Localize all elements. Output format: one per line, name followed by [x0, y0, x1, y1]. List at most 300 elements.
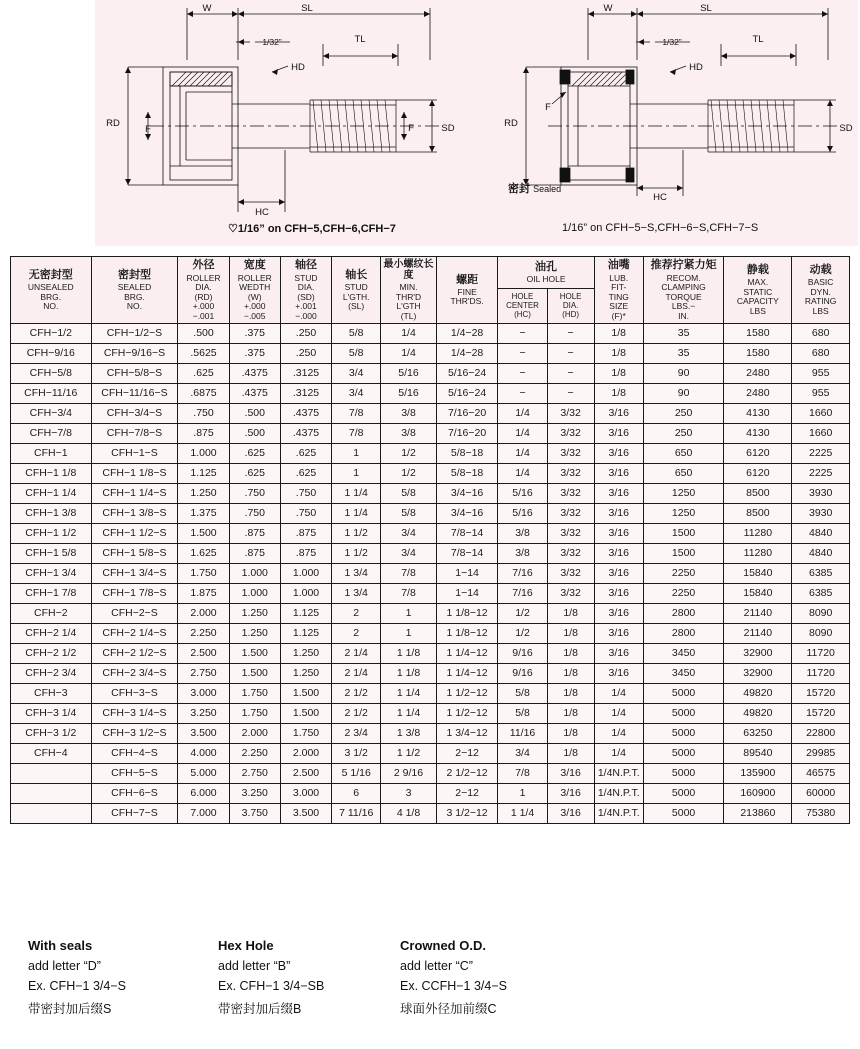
table-cell: 2.250: [229, 744, 280, 764]
table-row: [11, 364, 850, 384]
table-cell: 5/16: [381, 364, 436, 384]
label-w-left: W: [202, 3, 212, 14]
table-cell: 3/32: [547, 544, 594, 564]
table-cell: 3/16: [594, 404, 643, 424]
table-cell: 46575: [792, 764, 850, 784]
table-cell: 11720: [792, 644, 850, 664]
table-cell: .875: [280, 544, 331, 564]
table-cell: 3.750: [229, 804, 280, 824]
table-cell: 60000: [792, 784, 850, 804]
table-cell: 90: [643, 364, 724, 384]
note-crowned-od-line4: 球面外径加前缀C: [400, 1002, 497, 1016]
table-cell: CFH−1 1/4: [11, 484, 92, 504]
table-row: [11, 544, 850, 564]
table-cell: 3 1/2: [332, 744, 381, 764]
table-cell: 1: [381, 624, 436, 644]
table-cell: 3/8: [381, 404, 436, 424]
table-cell: 4840: [792, 524, 850, 544]
table-cell: 8500: [724, 484, 792, 504]
note-crowned-od: [400, 938, 507, 1023]
table-cell: .750: [229, 484, 280, 504]
table-cell: −: [498, 324, 547, 344]
table-cell: 250: [643, 424, 724, 444]
col-unsealed-brg-no: 无密封型 UNSEALED BRG. NO.: [11, 257, 92, 324]
table-cell: CFH−4−S: [91, 744, 178, 764]
table-cell: 2−12: [436, 744, 498, 764]
table-cell: CFH−11/16: [11, 384, 92, 404]
table-cell: CFH−1 3/4−S: [91, 564, 178, 584]
table-cell: 3/16: [594, 604, 643, 624]
table-cell: CFH−3 1/2: [11, 724, 92, 744]
table-cell: 1/4−28: [436, 324, 498, 344]
table-row: [11, 504, 850, 524]
table-cell: .875: [280, 524, 331, 544]
table-cell: 3/16: [594, 624, 643, 644]
table-cell: .750: [178, 404, 229, 424]
table-cell: 2.000: [280, 744, 331, 764]
table-row: [11, 384, 850, 404]
note-with-seals-line4: 带密封加后缀S: [28, 1002, 112, 1016]
table-cell: 1.500: [229, 664, 280, 684]
table-cell: 680: [792, 344, 850, 364]
table-cell: 3450: [643, 644, 724, 664]
table-cell: 2 1/2−12: [436, 764, 498, 784]
table-cell: .625: [280, 444, 331, 464]
table-cell: 1/8: [547, 724, 594, 744]
table-cell: 3930: [792, 484, 850, 504]
table-cell: 5/8: [332, 344, 381, 364]
table-cell: 1.500: [280, 704, 331, 724]
table-cell: 15840: [724, 584, 792, 604]
table-cell: 1.000: [229, 564, 280, 584]
table-cell: 1/8: [594, 384, 643, 404]
table-cell: 1.125: [178, 464, 229, 484]
table-cell: 2 1/4: [332, 664, 381, 684]
sealed-caption-cn: 密封: [508, 183, 530, 195]
table-cell: CFH−1 1/8−S: [91, 464, 178, 484]
table-cell: 3/32: [547, 404, 594, 424]
table-cell: 2480: [724, 364, 792, 384]
label-sd-left: SD: [441, 123, 455, 134]
table-cell: 22800: [792, 724, 850, 744]
table-cell: 1/8: [547, 744, 594, 764]
table-cell: CFH−5−S: [91, 764, 178, 784]
table-cell: 250: [643, 404, 724, 424]
table-cell: 5000: [643, 804, 724, 824]
table-cell: CFH−2: [11, 604, 92, 624]
table-cell: −: [498, 344, 547, 364]
table-cell: .4375: [280, 424, 331, 444]
table-cell: −: [547, 324, 594, 344]
table-cell: 3: [381, 784, 436, 804]
table-cell: 3/32: [547, 424, 594, 444]
table-cell: 3/4: [381, 544, 436, 564]
table-row: [11, 684, 850, 704]
table-row: [11, 324, 850, 344]
table-cell: 4840: [792, 544, 850, 564]
table-cell: 1580: [724, 324, 792, 344]
table-cell: CFH−6−S: [91, 784, 178, 804]
table-cell: 1 1/8: [381, 644, 436, 664]
table-cell: 1 1/8−12: [436, 604, 498, 624]
table-cell: 1/8: [594, 324, 643, 344]
label-sl-left: SL: [301, 3, 313, 14]
table-header: [11, 257, 850, 324]
table-cell: 1 1/8−12: [436, 624, 498, 644]
table-row: [11, 604, 850, 624]
label-w-right: W: [603, 3, 613, 14]
table-cell: 75380: [792, 804, 850, 824]
table-cell: 2225: [792, 444, 850, 464]
table-cell: 49820: [724, 684, 792, 704]
table-cell: −: [498, 364, 547, 384]
table-row: [11, 404, 850, 424]
table-cell: 2.500: [178, 644, 229, 664]
table-cell: 3/16: [594, 464, 643, 484]
table-cell: .375: [229, 344, 280, 364]
table-cell: 7/16−20: [436, 424, 498, 444]
table-cell: 32900: [724, 644, 792, 664]
table-cell: 1250: [643, 484, 724, 504]
note-with-seals-title: With seals: [28, 938, 93, 953]
table-cell: 7/8: [381, 564, 436, 584]
table-cell: 1/8: [547, 624, 594, 644]
table-cell: 5/8−18: [436, 444, 498, 464]
table-cell: 2.250: [178, 624, 229, 644]
table-cell: 7/16: [498, 564, 547, 584]
table-cell: 3/4: [332, 364, 381, 384]
table-cell: 1/2: [498, 604, 547, 624]
note-hex-hole-line4: 带密封加后缀B: [218, 1002, 302, 1016]
table-row: [11, 424, 850, 444]
note-crowned-od-title: Crowned O.D.: [400, 938, 486, 953]
table-cell: 90: [643, 384, 724, 404]
table-cell: 1 1/4: [332, 484, 381, 504]
table-cell: 3/4: [498, 744, 547, 764]
label-frac-right: 1/32”: [662, 37, 682, 47]
table-cell: [11, 764, 92, 784]
table-cell: .500: [229, 404, 280, 424]
table-cell: CFH−1 7/8−S: [91, 584, 178, 604]
table-cell: 7 11/16: [332, 804, 381, 824]
table-cell: CFH−1/2−S: [91, 324, 178, 344]
diagram-caption-left: ♡1/16” on CFH−5,CFH−6,CFH−7: [228, 223, 396, 235]
table-cell: 955: [792, 364, 850, 384]
table-cell: 2 1/2: [332, 684, 381, 704]
table-row: [11, 744, 850, 764]
label-f-left-2: F: [408, 123, 414, 134]
table-cell: CFH−3 1/4−S: [91, 704, 178, 724]
table-cell: 1/4: [498, 444, 547, 464]
table-cell: 3.000: [280, 784, 331, 804]
table-cell: 1.750: [178, 564, 229, 584]
col-min-thread-length: 最小螺纹长度 MIN. THR'D L'GTH (TL): [381, 257, 436, 324]
table-cell: 1: [498, 784, 547, 804]
table-cell: 9/16: [498, 664, 547, 684]
table-cell: 1/8: [547, 684, 594, 704]
table-cell: 3/16: [594, 444, 643, 464]
table-cell: 3930: [792, 504, 850, 524]
table-cell: 9/16: [498, 644, 547, 664]
table-cell: 5.000: [178, 764, 229, 784]
note-crowned-od-line3: Ex. CCFH−1 3/4−S: [400, 979, 507, 993]
table-cell: 1580: [724, 344, 792, 364]
table-cell: 1 1/4: [381, 684, 436, 704]
table-cell: .625: [229, 464, 280, 484]
table-cell: 63250: [724, 724, 792, 744]
table-cell: 1.625: [178, 544, 229, 564]
label-hc-right: HC: [653, 192, 667, 203]
table-cell: .250: [280, 344, 331, 364]
table-cell: 11280: [724, 524, 792, 544]
col-roller-width: 宽度 ROLLER WEDTH (W) +.000 −.005: [229, 257, 280, 324]
table-cell: 1.125: [280, 604, 331, 624]
table-cell: CFH−1 7/8: [11, 584, 92, 604]
table-cell: 35: [643, 344, 724, 364]
table-cell: 15720: [792, 684, 850, 704]
table-cell: 1/8: [547, 644, 594, 664]
table-cell: 1/4N.P.T.: [594, 804, 643, 824]
table-cell: 5000: [643, 684, 724, 704]
table-row: [11, 444, 850, 464]
table-cell: CFH−9/16: [11, 344, 92, 364]
table-cell: .6875: [178, 384, 229, 404]
table-cell: CFH−3 1/4: [11, 704, 92, 724]
table-cell: 5000: [643, 744, 724, 764]
table-cell: 1660: [792, 424, 850, 444]
table-cell: 7/8: [381, 584, 436, 604]
table-cell: .500: [178, 324, 229, 344]
table-cell: CFH−2 1/4: [11, 624, 92, 644]
table-cell: 1 1/2−12: [436, 684, 498, 704]
table-cell: 21140: [724, 604, 792, 624]
table-cell: 1/2: [381, 444, 436, 464]
table-cell: CFH−5/8−S: [91, 364, 178, 384]
table-cell: 1500: [643, 544, 724, 564]
table-cell: CFH−2 3/4−S: [91, 664, 178, 684]
label-f-left-1: F: [145, 124, 151, 135]
table-cell: 1.750: [229, 704, 280, 724]
sealed-caption-en: Sealed: [533, 184, 562, 194]
table-cell: .875: [229, 524, 280, 544]
table-cell: .750: [229, 504, 280, 524]
table-cell: 2−12: [436, 784, 498, 804]
table-cell: CFH−1/2: [11, 324, 92, 344]
label-f-right: F: [545, 102, 551, 113]
table-cell: 1 1/4−12: [436, 644, 498, 664]
table-cell: .750: [280, 504, 331, 524]
table-cell: 1/8: [594, 344, 643, 364]
col-clamping-torque: 推荐拧紧力矩 RECOM. CLAMPING TORQUE LBS.− IN.: [643, 257, 724, 324]
table-cell: 1 1/2: [381, 744, 436, 764]
table-cell: .375: [229, 324, 280, 344]
table-cell: 3/16: [594, 664, 643, 684]
table-cell: CFH−1 3/8: [11, 504, 92, 524]
table-cell: 49820: [724, 704, 792, 724]
table-cell: 3/32: [547, 524, 594, 544]
table-cell: 3.250: [178, 704, 229, 724]
table-cell: 5/8: [332, 324, 381, 344]
table-cell: CFH−1 1/4−S: [91, 484, 178, 504]
table-cell: CFH−1 1/8: [11, 464, 92, 484]
label-hd-left: HD: [291, 62, 305, 73]
table-cell: 2.750: [178, 664, 229, 684]
table-cell: 1−14: [436, 564, 498, 584]
table-cell: 1.000: [178, 444, 229, 464]
table-cell: CFH−1 1/2−S: [91, 524, 178, 544]
col-basic-dyn-rating: 动载 BASIC DYN. RATING LBS: [792, 257, 850, 324]
table-cell: 2.000: [229, 724, 280, 744]
table-cell: 15720: [792, 704, 850, 724]
table-cell: 213860: [724, 804, 792, 824]
table-cell: 1.750: [280, 724, 331, 744]
table-cell: 3/32: [547, 504, 594, 524]
table-cell: 89540: [724, 744, 792, 764]
table-cell: .625: [280, 464, 331, 484]
table-cell: CFH−4: [11, 744, 92, 764]
table-cell: .4375: [280, 404, 331, 424]
table-cell: 2225: [792, 464, 850, 484]
table-cell: 1250: [643, 504, 724, 524]
table-cell: 2800: [643, 604, 724, 624]
table-cell: 1.250: [280, 664, 331, 684]
col-hole-dia: HOLE DIA. (HD): [547, 289, 594, 324]
table-cell: 1/4: [594, 724, 643, 744]
table-cell: 1.000: [280, 584, 331, 604]
table-cell: 1/4: [594, 684, 643, 704]
note-crowned-od-line2: add letter “C”: [400, 959, 473, 973]
table-cell: 1/4: [498, 464, 547, 484]
table-cell: 2.500: [280, 764, 331, 784]
table-cell: CFH−2 1/2−S: [91, 644, 178, 664]
table-cell: 6120: [724, 444, 792, 464]
table-cell: .875: [229, 544, 280, 564]
col-roller-dia: 外径 ROLLER DIA. (RD) +.000 −.001: [178, 257, 229, 324]
table-cell: 1.000: [280, 564, 331, 584]
table-cell: 35: [643, 324, 724, 344]
table-cell: 1.250: [229, 604, 280, 624]
table-cell: 3/4: [332, 384, 381, 404]
table-cell: 3/4−16: [436, 504, 498, 524]
table-cell: 1.500: [229, 644, 280, 664]
table-cell: 3 1/2−12: [436, 804, 498, 824]
table-cell: 8090: [792, 604, 850, 624]
label-frac-left: 1/32”: [262, 37, 282, 47]
table-cell: 3/8: [498, 524, 547, 544]
table-cell: 1/2: [381, 464, 436, 484]
table-cell: 5/8: [498, 684, 547, 704]
table-cell: 3/16: [594, 584, 643, 604]
table-cell: .625: [229, 444, 280, 464]
table-cell: 7/8−14: [436, 524, 498, 544]
table-cell: 3.500: [280, 804, 331, 824]
table-cell: 5000: [643, 724, 724, 744]
table-cell: .250: [280, 324, 331, 344]
table-cell: 5/16: [498, 504, 547, 524]
table-cell: 1/4: [594, 704, 643, 724]
note-with-seals-line2: add letter “D”: [28, 959, 101, 973]
table-cell: 7/8: [332, 404, 381, 424]
table-cell: 2.750: [229, 764, 280, 784]
table-cell: 5/8: [381, 504, 436, 524]
sealed-caption: [508, 180, 561, 196]
table-header-row: [11, 257, 850, 289]
table-cell: 1.500: [178, 524, 229, 544]
table-cell: 2 9/16: [381, 764, 436, 784]
table-cell: 1: [332, 444, 381, 464]
table-cell: CFH−1 3/8−S: [91, 504, 178, 524]
table-cell: 1/4−28: [436, 344, 498, 364]
table-cell: 1/4: [594, 744, 643, 764]
label-sl-right: SL: [700, 3, 712, 14]
table-cell: 3/8: [498, 544, 547, 564]
table-cell: CFH−1 5/8−S: [91, 544, 178, 564]
table-cell: 7/8−14: [436, 544, 498, 564]
note-hex-hole: [218, 938, 324, 1023]
table-cell: 1 1/4−12: [436, 664, 498, 684]
note-with-seals: [28, 938, 126, 1023]
table-cell: CFH−2−S: [91, 604, 178, 624]
table-cell: 2 1/2: [332, 704, 381, 724]
table-cell: 5/8: [381, 484, 436, 504]
table-cell: 1.250: [229, 624, 280, 644]
table-cell: CFH−3 1/2−S: [91, 724, 178, 744]
table-cell: 1 1/4: [498, 804, 547, 824]
table-cell: 3/16: [547, 804, 594, 824]
label-tl-left: TL: [354, 34, 366, 45]
table-row: [11, 524, 850, 544]
table-cell: 1 1/2: [332, 544, 381, 564]
col-hole-center: HOLE CENTER (HC): [498, 289, 547, 324]
table-cell: 1/4N.P.T.: [594, 764, 643, 784]
table-cell: 4 1/8: [381, 804, 436, 824]
table-cell: .3125: [280, 364, 331, 384]
table-cell: 1/4: [381, 324, 436, 344]
table-row: [11, 584, 850, 604]
table-cell: 3/32: [547, 584, 594, 604]
table-cell: 1 3/4: [332, 564, 381, 584]
table-cell: 7.000: [178, 804, 229, 824]
table-cell: 5 1/16: [332, 764, 381, 784]
table-cell: .500: [229, 424, 280, 444]
table-cell: 1 1/2−12: [436, 704, 498, 724]
table-cell: 3.500: [178, 724, 229, 744]
table-cell: 11280: [724, 544, 792, 564]
table-cell: 2250: [643, 584, 724, 604]
table-body: [11, 324, 850, 824]
table-cell: 11/16: [498, 724, 547, 744]
table-cell: 1 1/2: [332, 524, 381, 544]
table-row: [11, 724, 850, 744]
table-cell: CFH−3−S: [91, 684, 178, 704]
table-cell: 7/16−20: [436, 404, 498, 424]
table-row: [11, 644, 850, 664]
table-cell: 1/8: [547, 664, 594, 684]
table-row: [11, 704, 850, 724]
table-cell: 1660: [792, 404, 850, 424]
table-cell: 3/32: [547, 484, 594, 504]
table-cell: 2 1/4: [332, 644, 381, 664]
table-cell: CFH−7/8−S: [91, 424, 178, 444]
table-row: [11, 784, 850, 804]
table-cell: CFH−2 1/4−S: [91, 624, 178, 644]
table-cell: 7/16: [498, 584, 547, 604]
table-cell: .4375: [229, 384, 280, 404]
table-cell: 1: [381, 604, 436, 624]
table-cell: 1/2: [498, 624, 547, 644]
table-cell: 1 1/4: [332, 504, 381, 524]
table-cell: 21140: [724, 624, 792, 644]
